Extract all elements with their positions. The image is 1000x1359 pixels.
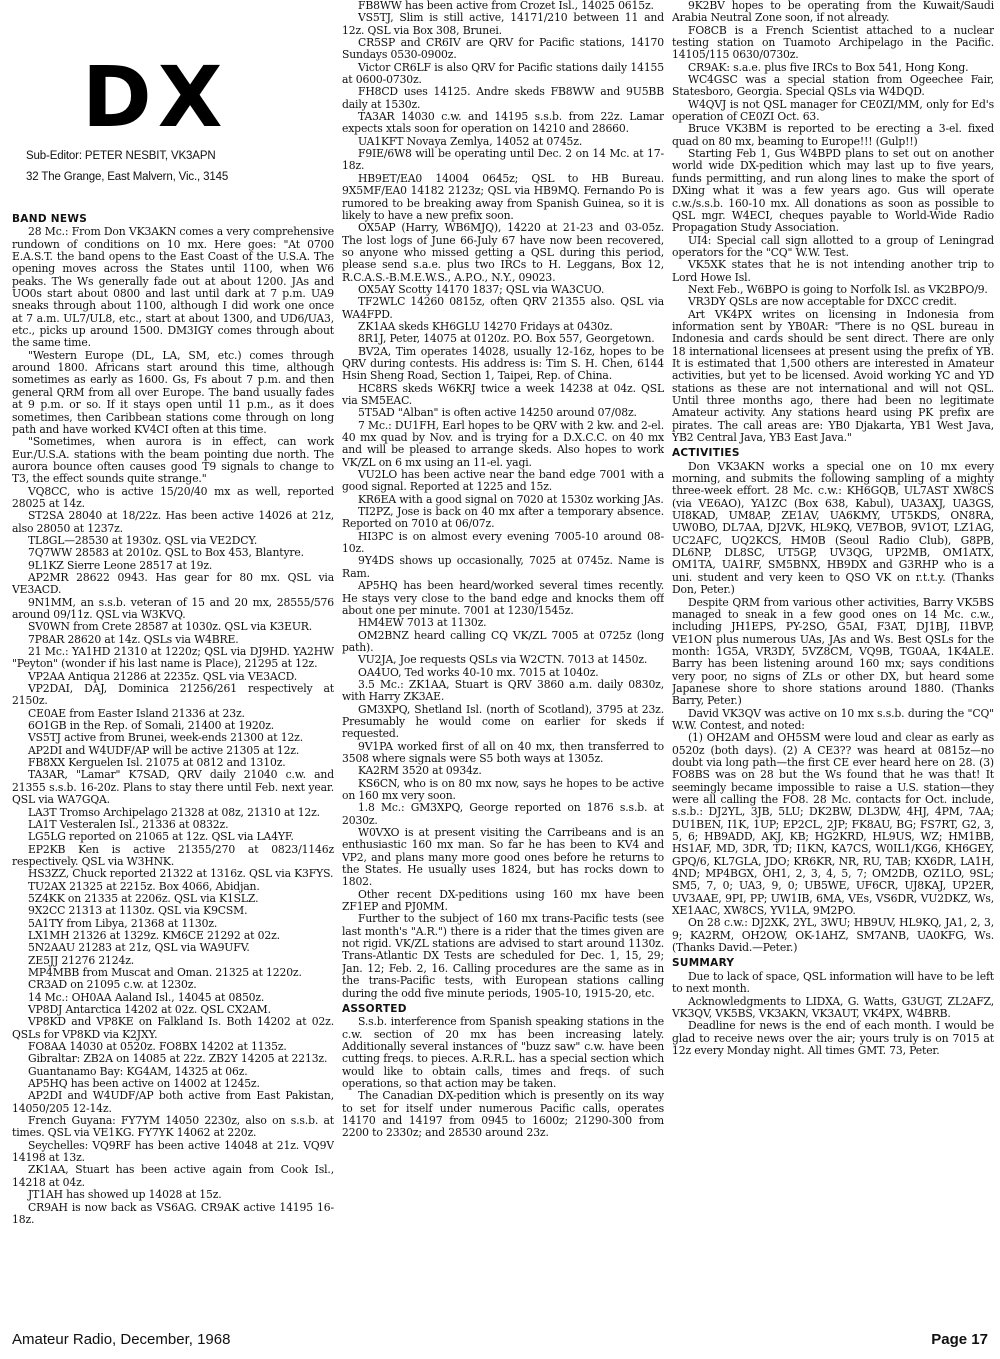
paragraph: TA3AR 14030 c.w. and 14195 s.s.b. from 22z. Lamar expects xtals soon for operation on 14210 and 28660.: [342, 110, 664, 136]
paragraph: VP8KD and VP8KE on Falkland Is. Both 14202 at 02z. QSLs for VP8KD via K2JXY.: [12, 1015, 334, 1041]
paragraph: CE0AE from Easter Island 21336 at 23z.: [28, 706, 245, 720]
paragraph: 28 Mc.: From Don VK3AKN comes a very comprehensive rundown of conditions on 10 mx. Here goes: "At 0700 E.A.S.T. the band opens to the East Coast of the U.S.A. The opening moves across the States until 1100, when W6 peaks. The Ws generally fade out at about 1200. JAs and UO0s start about 0800 and last until dark at 7 p.m. UA9 sneaks through about 1100, although I did work one once at 7 a.m. UL7/UL8, etc., start at about 1300, and UD6/UA3, etc., picks up around 1500. DM3IGY comes through about the same time.: [12, 225, 334, 350]
paragraph: TU2AX 21325 at 2215z. Box 4066, Abidjan.: [28, 879, 260, 893]
paragraph: LA3T Tromso Archipelago 21328 at 08z, 21310 at 12z.: [28, 805, 320, 819]
paragraph: FB8WW has been active from Crozet Isl., 14025 0615z.: [358, 0, 654, 12]
paragraph: 9X2CC 21313 at 1130z. QSL via K9CSM.: [28, 904, 248, 918]
paragraph: Due to lack of space, QSL information will have to be left to next month.: [672, 969, 994, 996]
paragraph: JT1AH has showed up 14028 at 15z.: [28, 1188, 222, 1202]
paragraph: HS3ZZ, Chuck reported 21322 at 1316z. QSL via K3FYS.: [28, 867, 334, 881]
paragraph: "Sometimes, when aurora is in effect, can work Eur./U.S.A. stations with the beam pointing due north. The aurora bounce often causes good T9 signals to change to T3, the effect sounds quite strange.": [12, 435, 334, 486]
paragraph: "Western Europe (DL, LA, SM, etc.) comes through around 1800. Africans start around this time, although sometimes as early as 1600. Gs, Fs about 7 p.m. and then general QRM from all over Europe. The band usually fades at 9 p.m. or so. If it stays open until 11 p.m., as it does sometimes, then Caribbean stations come through on long path and have worked KV4CI often at this time.: [12, 348, 334, 436]
paragraph: 6O1GB in the Rep. of Somali, 21400 at 1920z.: [28, 719, 275, 733]
paragraph: Other recent DX-peditions using 160 mx have been ZF1EP and PJ0MM.: [342, 887, 664, 914]
sub-editor-credit: Sub-Editor: PETER NESBIT, VK3APN: [26, 150, 216, 162]
paragraph: Guantanamo Bay: KG4AM, 14325 at 06z.: [28, 1064, 248, 1078]
footer-page-number: Page 17: [931, 1331, 988, 1348]
paragraph: HM4EW 7013 at 1130z.: [358, 616, 487, 630]
paragraph: HC8RS skeds W6KRJ twice a week 14238 at 04z. QSL via SM5EAC.: [342, 381, 664, 407]
paragraph: AP5HQ has been heard/worked several times recently. He stays very close to the band edge and knocks them off about one per minute. 7001 at 1230/1545z.: [342, 579, 664, 617]
paragraph: On 28 c.w.: DJ2XK, 2YL, 3WU; HB9UV, HL9KQ, JA1, 2, 3, 9; KA2RM, OH2OW, OK-1AHZ, SM7ANB, UA0KFG, Ws. (Thanks David.—Peter.): [672, 916, 994, 955]
paragraph: FO8AA 14030 at 0520z. FO8BX 14202 at 1135z.: [28, 1040, 287, 1054]
paragraph: KS6CN, who is on 80 mx now, says he hopes to be active on 160 mx very soon.: [342, 776, 664, 802]
paragraph: Seychelles: VQ9RF has been active 14048 at 21z. VQ9V 14198 at 13z.: [12, 1138, 334, 1165]
paragraph: TA3AR, "Lamar" K7SAD, QRV daily 21040 c.w. and 21355 s.s.b. 16-20z. Plans to stay there until Feb. next year. QSL via WA7GQA.: [12, 768, 334, 807]
paragraph: Despite QRM from various other activities, Barry VK5BS managed to sneak in a few good ones on 14 Mc. c.w., including JH1EPS, PY-2SO, G5AI, F3AT, DJ1BJ, I1BVP, VE1ON plus numerous UAs, JAs and Ws. Best QSLs for the month: 1G5A, VR3DY, 5VZ8CM, VQ9B, TG0AA, 1K4ALE. Barry has been listening around 160 mx; says conditions very poor, no signs of ZLs or other DX, but heard some Japanese shore to shore stations around 1880. (Thanks Barry, Peter.): [672, 595, 994, 708]
section-heading: ASSORTED: [342, 1002, 407, 1015]
paragraph: EP2KB Ken is active 21355/270 at 0823/1146z respectively. QSL via W3HNK.: [12, 842, 334, 868]
paragraph: F9IE/6W8 will be operating until Dec. 2 on 14 Mc. at 17-18z.: [342, 147, 664, 173]
paragraph: Further to the subject of 160 mx trans-Pacific tests (see last month's "A.R.") there is a rider that the times given are not rigid. VK/ZL stations are advised to start around 1130z. Trans-Atlantic DX Tests are scheduled for Dec. 1, 15, 29; Jan. 12; Feb. 2, 16. Calling procedures are the same as in the trans-Pacific tests, with European stations calling during the odd five minute periods, 1905-10, 1915-20, etc.: [342, 912, 664, 1000]
paragraph: 7Q7WW 28583 at 2010z. QSL to Box 453, Blantyre.: [28, 546, 304, 560]
column-body: [672, 0, 994, 1057]
paragraph: OX5AY Scotty 14170 1837; QSL via WA3CUO.: [358, 282, 605, 296]
paragraph: VU2LO has been active near the band edge 7001 with a good signal. Reported at 1225 and 15z.: [342, 468, 664, 494]
paragraph: LG5LG reported on 21065 at 12z. QSL via LA4YF.: [28, 830, 294, 844]
paragraph: ZK1AA skeds KH6GLU 14270 Fridays at 0430z.: [358, 319, 613, 333]
paragraph: 8R1J, Peter, 14075 at 0120z. P.O. Box 557, Georgetown.: [358, 332, 655, 346]
paragraph: 9V1PA worked first of all on 40 mx, then transferred to 3508 where signals were S5 both ways at 1305z.: [342, 739, 664, 765]
section-heading: ACTIVITIES: [672, 447, 740, 460]
paragraph: AP5HQ has been active on 14002 at 1245z.: [28, 1077, 260, 1091]
paragraph: HB9ET/EA0 14004 0645z; QSL to HB Bureau. 9X5MF/EA0 14182 2123z; QSL via HB9MQ. Fernando Po is rumored to be breaking away from Spanish Guinea, so it is likely to have a new prefix soon.: [342, 171, 664, 222]
paragraph: Acknowledgments to LIDXA, G. Watts, G3UGT, ZL2AFZ, VK3QV, VK5BS, VK3AKN, VK3AUT, VK4PX, W4BRB.: [672, 994, 994, 1020]
paragraph: VP2AA Antiqua 21286 at 2235z. QSL via VE3ACD.: [28, 669, 298, 683]
paragraph: 9L1KZ Sierre Leone 28517 at 19z.: [28, 558, 213, 572]
column-body: [342, 0, 664, 1140]
paragraph: 1.8 Mc.: GM3XPQ, George reported on 1876 s.s.b. at 2030z.: [342, 801, 664, 827]
paragraph: TF2WLC 14260 0815z, often QRV 21355 also. QSL via WA4FPD.: [342, 295, 664, 321]
paragraph: GM3XPQ, Shetland Isl. (north of Scotland), 3795 at 23z. Presumably he would come on earlier for skeds if requested.: [342, 702, 664, 741]
paragraph: VP8DJ Antarctica 14202 at 02z. QSL CX2AM.: [28, 1003, 271, 1016]
paragraph: HI3PC is on almost every evening 7005-10 around 08-10z.: [342, 529, 664, 556]
paragraph: KA2RM 3520 at 0934z.: [358, 764, 482, 778]
paragraph: 9N1MM, an s.s.b. veteran of 15 and 20 mx, 28555/576 around 09/11z. QSL via W3KVQ.: [12, 595, 334, 621]
paragraph: The Canadian DX-pedition which is presently on its way to set for itself under numerous Pacific calls, operates 14170 and 14197 from 0945 to 1600z; 21290-300 from 2200 to 2330z; and 28530 around 23z.: [342, 1089, 664, 1140]
paragraph: ZE5JJ 21276 2124z.: [28, 953, 135, 967]
paragraph: VP2DAI, DAJ, Dominica 21256/261 respectively at 2150z.: [12, 682, 334, 708]
paragraph: SV0WN from Crete 28587 at 1030z. QSL via K3EUR.: [28, 620, 313, 634]
column-left: [12, 0, 334, 1318]
paragraph: Art VK4PX writes on licensing in Indonesia from information sent by YB0AR: "There is no QSL bureau in Indonesia and cards should be sent direct. There are only 18 international licensees at present using the prefix of YB. It is estimated that 1,500 others are interested in Amateur activities, but yet to be licensed. Avoid working YC and YD stations as these are not international and will not QSL. Until three months ago, there had been no legitimate Amateur activity. Any stations heard using PK prefix are pirates. The call areas are: YB0 Djakarta, YB1 West Java, YB2 Central Java, YB3 East Java.": [672, 307, 994, 445]
paragraph: TI2PZ, Jose is back on 40 mx after a temporary absence. Reported on 7010 at 06/07z.: [342, 505, 664, 531]
paragraph: Next Feb., W6BPO is going to Norfolk Isl. as VK2BPO/9.: [688, 282, 988, 296]
paragraph: AP2DI and W4UDF/AP both active from East Pakistan, 14050/205 12-14z.: [12, 1089, 334, 1115]
paragraph: UA1KFT Novaya Zemlya, 14052 at 0745z.: [358, 134, 583, 148]
paragraph: ST2SA 28040 at 18/22z. Has been active 14026 at 21z, also 28050 at 1237z.: [12, 509, 334, 535]
masthead: [12, 0, 334, 210]
paragraph: UI4: Special call sign allotted to a group of Leningrad operators for the "CQ" W.W. Test.: [672, 233, 994, 259]
column-middle: [342, 0, 664, 1318]
paragraph: CR9AK: s.a.e. plus five IRCs to Box 541, Hong Kong.: [688, 60, 969, 74]
paragraph: VU2JA, Joe requests QSLs via W2CTN. 7013 at 1450z.: [358, 653, 648, 667]
paragraph: OA4UO, Ted works 40-10 mx. 7015 at 1040z.: [358, 665, 599, 679]
paragraph: 9K2BV hopes to be operating from the Kuwait/Saudi Arabia Neutral Zone soon, if not already.: [672, 0, 994, 25]
paragraph: KR6EA with a good signal on 7020 at 1530z working JAs.: [358, 492, 664, 506]
paragraph: AP2MR 28622 0943. Has gear for 80 mx. QSL via VE3ACD.: [12, 570, 334, 597]
paragraph: 9Y4DS shows up occasionally, 7025 at 0745z. Name is Ram.: [342, 554, 664, 580]
paragraph: FH8CD uses 14125. Andre skeds FB8WW and 9U5BB daily at 1530z.: [342, 85, 664, 111]
paragraph: TL8GL—28530 at 1930z. QSL via VE2DCY.: [28, 533, 258, 547]
paragraph: 14 Mc.: OH0AA Aaland Isl., 14045 at 0850z.: [28, 990, 265, 1004]
paragraph: CR9AH is now back as VS6AG. CR9AK active 14195 16-18z.: [12, 1200, 334, 1226]
paragraph: S.s.b. interference from Spanish speaking stations in the c.w. section of 20 mx has been increasing lately. Additionally several instances of "buzz saw" c.w. have been cutting freqs. to pieces. A.R.R.L. has a special section which would like to obtain calls, times and freqs. of such operations, so that action may be taken.: [342, 1015, 664, 1090]
paragraph: 5T5AD "Alban" is often active 14250 around 07/08z.: [358, 406, 637, 420]
paragraph: W0VXO is at present visiting the Carribeans and is an enthusiastic 160 mx man. So far he has been to KV4 and VP2, and plans many more good ones before he returns to the States. He usually uses 1824, but has rocks down to 1802.: [342, 826, 664, 889]
paragraph: 7P8AR 28620 at 14z. QSLs via W4BRE.: [28, 632, 239, 646]
footer-publication: Amateur Radio, December, 1968: [12, 1331, 231, 1348]
section-heading: BAND NEWS: [12, 213, 88, 225]
paragraph: W4QVJ is not QSL manager for CE0ZI/MM, only for Ed's operation of CE0ZI Oct. 63.: [672, 97, 994, 124]
section-heading: SUMMARY: [672, 957, 735, 970]
paragraph: 5N2AAU 21283 at 21z, QSL via WA9UFV.: [28, 941, 250, 955]
column-body: [12, 213, 334, 1226]
paragraph: Gibraltar: ZB2A on 14085 at 22z. ZB2Y 14205 at 2213z.: [28, 1052, 328, 1066]
paragraph: Deadline for news is the end of each month. I would be glad to receive news over the air; yours truly is on 7015 at 12z every Monday night. All times GMT. 73, Peter.: [672, 1019, 994, 1057]
paragraph: LA1T Vesteralen Isl., 21336 at 0832z.: [28, 817, 229, 831]
paragraph: 5A1TY from Libya, 21368 at 1130z.: [28, 916, 218, 930]
paragraph: AP2DI and W4UDF/AP will be active 21305 at 12z.: [28, 743, 300, 757]
paragraph: VR3DY QSLs are now acceptable for DXCC credit.: [688, 295, 957, 309]
paragraph: (1) OH2AM and OH5SM were loud and clear as early as 0520z (both days). (2) A CE3?? was heard at 0815z—no doubt via long path—the first CE ever heard here on 28. (3) FO8BS was on 28 but the Ws found that he was that! It seemingly became impossible to raise a U.S. station—they were all calling the FO8. 28 Mc. contacts for Oct. include, s.s.b.: DJ2YL, 3JB, 5LU; DK2BW, DL3DW, 4HJ, 4PM, 7AA; DU1BEN, I1K, 1UP; EP2CL, 2JP; FK8AU, BG; FS7RT, G2, 3, 5, 6; HB9ADD, AKJ, KB; HG2KRD, HL9US, WZ; HM1BB, HS1AF, MD, 3DR, TD; I1KN, KA7CS, W0IL1/KG6, KH6GEY, GPQ/6, KL7GLA, JDO; KR6KR, NR, RU, TAB; KX6DR, LA1H, 4ND; MP4BGX, OH1, 2, 3, 4, 5, 7; OM2DB, OZ1LO, 9SL; SM5, 7, 0; UA3, 9, 0; UB5WE, UF6CR, UJ8KAJ, UP2ER, UV3AAE, 9PI, PP; UW1IB, 6MA, VEs, VS6DR, VU2DKZ, Ws, XE1AAC, XW8CS, YV1LA, 9M2PO.: [672, 731, 994, 918]
paragraph: 3.5 Mc.: ZK1AA, Stuart is QRV 3860 a.m. daily 0830z, with Harry ZK3AE.: [342, 677, 664, 704]
editor-address: 32 The Grange, East Malvern, Vic., 3145: [26, 171, 229, 183]
paragraph: LX1MH 21326 at 1329z. KM6CE 21292 at 02z.: [28, 928, 280, 942]
paragraph: VK5XK states that he is not intending another trip to Lord Howe Isl.: [672, 258, 994, 284]
paragraph: BV2A, Tim operates 14028, usually 12-16z, hopes to be QRV during contests. His address is: Tim S. H. Chen, 6144 Hsin Sheng Road, Section 1, Taipei, Rep. of China.: [342, 344, 664, 383]
paragraph: 5Z4KK on 21335 at 2206z. QSL via K1SLZ.: [28, 891, 259, 905]
paragraph: VQ8CC, who is active 15/20/40 mx as well, reported 28025 at 14z.: [12, 484, 334, 510]
page-title: DX: [82, 48, 229, 146]
paragraph: French Guyana: FY7YM 14050 2230z, also on s.s.b. at times. QSL via VE1KG. FY7YK 14062 at 220z.: [12, 1114, 334, 1140]
column-right: [672, 0, 994, 1318]
paragraph: 7 Mc.: DU1FH, Earl hopes to be QRV with 2 kw. and 2-el. 40 mx quad by Nov. and is trying for a D.X.C.C. on 40 mx and will be pleased to arrange skeds. Also hopes to work VK/ZL on 6 mx using an 11-el. yagi.: [342, 418, 664, 469]
paragraph: OX5AP (Harry, WB6MJQ), 14220 at 21-23 and 03-05z. The lost logs of June 66-July 67 have now been recovered, so anyone who missed getting a QSL during this period, please send s.a.e. plus two IRCs to H. Leggans, Box 12, R.C.A.S.-B.M.E.W.S., A.P.O., N.Y., 09023.: [342, 221, 664, 284]
paragraph: MP4MBB from Muscat and Oman. 21325 at 1220z.: [28, 965, 302, 979]
paragraph: ZK1AA, Stuart has been active again from Cook Isl., 14218 at 04z.: [12, 1163, 334, 1189]
paragraph: CR3AD on 21095 c.w. at 1230z.: [28, 978, 197, 992]
paragraph: Don VK3AKN works a special one on 10 mx every morning, and submits the following sampling of a mighty three-week effort. 28 Mc. c.w.: KH6GQB, UL7AST XW8CS (via VE6AO), YA1ZC (Box 638, Kabul), UA3AXJ, UA3GS, UI8KAD, UM8AP, ZE1AV, UA6KMY, UT5KDS, ON8RA, UW0BO, DL7AA, DJ2VK, HL9KQ, VE7BOB, 9V1OT, LZ1AG, UC2AFC, UQ2KCS, HM0B (Seoul Radio Club), G8PB, DL6NP, DL8SC, UT5GP, UV3QG, UP2MB, OM1ATX, OM1TA, UA1RF, SM5BNX, HB9DX and G3RHP who is a uni. student and very keen to QSO VK on r.t.t.y. (Thanks Don, Peter.): [672, 459, 994, 597]
paragraph: CR5SP and CR6IV are QRV for Pacific stations, 14170 Sundays 0530-0900z.: [342, 36, 664, 62]
paragraph: FB8XX Kerguelen Isl. 21075 at 0812 and 1310z.: [28, 756, 286, 770]
paragraph: Victor CR6LF is also QRV for Pacific stations daily 14155 at 0600-0730z.: [342, 60, 664, 87]
paragraph: FO8CB is a French Scientist attached to a nuclear testing station on Tuamoto Archipelago in the Pacific. 14105/115 0630/0730z.: [672, 23, 994, 62]
paragraph: Starting Feb 1, Gus W4BPD plans to set out on another world wide DX-pedition which may last up to five years, funds permitting, and run along lines to make the sport of DXing what it was a few years ago. Gus will operate c.w./s.s.b. 160-10 mx. All donations as soon as possible to QSL mgr. W4ECI, cheques payable to World-Wide Radio Propagation Study Association.: [672, 147, 994, 235]
paragraph: Bruce VK3BM is reported to be erecting a 3-el. fixed quad on 80 mx, beaming to Europe!!! (Gulp!!): [672, 122, 994, 148]
paragraph: David VK3QV was active on 10 mx s.s.b. during the "CQ" W.W. Contest, and noted:: [672, 706, 994, 732]
paragraph: WC4GSC was a special station from Ogeechee Fair, Statesboro, Georgia. Special QSLs via W4DQD.: [672, 73, 994, 99]
paragraph: OM2BNZ heard calling CQ VK/ZL 7005 at 0725z (long path).: [342, 628, 664, 654]
paragraph: VS5TJ active from Brunei, week-ends 21300 at 12z.: [28, 731, 304, 745]
paragraph: VS5TJ, Slim is still active, 14171/210 between 11 and 12z. QSL via Box 308, Brunei.: [342, 11, 664, 37]
paragraph: 21 Mc.: YA1HD 21310 at 1220z; QSL via DJ9HD. YA2HW "Peyton" (wonder if his last name is Place), 21295 at 12z.: [12, 645, 334, 671]
